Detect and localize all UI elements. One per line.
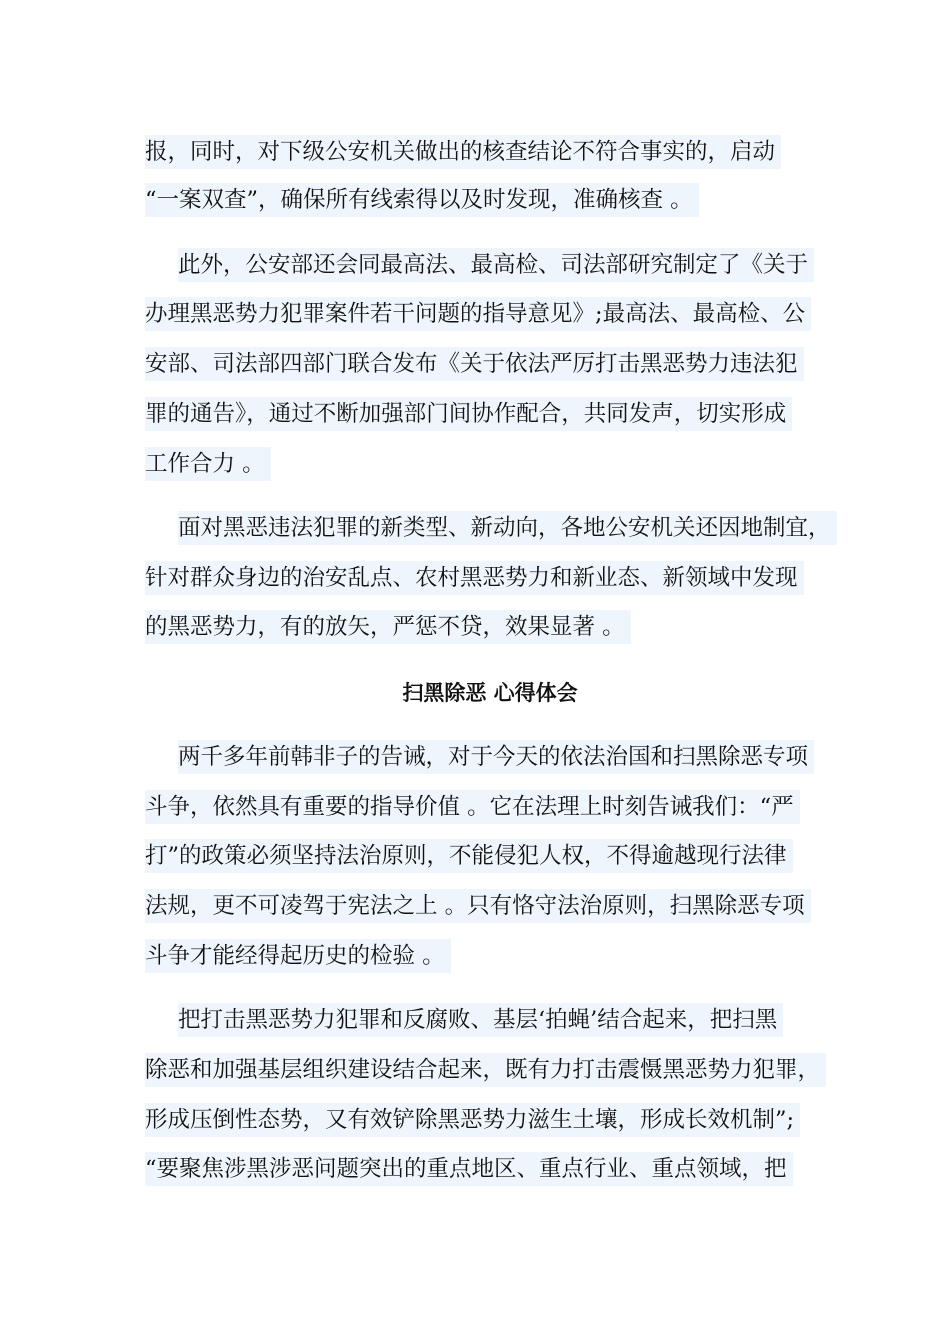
paragraph-4-line-1: 两千多年前韩非子的告诫，对于今天的依法治国和扫黑除恶专项 bbox=[178, 740, 814, 774]
paragraph-4-line-3: 打”的政策必须坚持法治原则，不能侵犯人权，不得逾越现行法律 bbox=[145, 839, 793, 873]
paragraph-3-line-1: 面对黑恶违法犯罪的新类型、新动向，各地公安机关还因地制宜， bbox=[178, 511, 837, 545]
paragraph-2-line-3: 安部、司法部四部门联合发布《关于依法严厉打击黑恶势力违法犯 bbox=[145, 347, 804, 381]
paragraph-1-line-1: 报，同时，对下级公安机关做出的核查结论不符合事实的，启动 bbox=[145, 135, 781, 169]
paragraph-2-line-5: 工作合力 。 bbox=[145, 447, 271, 481]
paragraph-4-line-4: 法规，更不可凌驾于宪法之上 。只有恪守法治原则，扫黑除恶专项 bbox=[145, 889, 811, 923]
paragraph-5-line-2: 除恶和加强基层组织建设结合起来，既有力打击震慑黑恶势力犯罪， bbox=[145, 1053, 826, 1087]
paragraph-5-line-3: 形成压倒性态势，又有效铲除黑恶势力滋生土壤，形成长效机制”; bbox=[145, 1103, 800, 1137]
paragraph-3-line-3: 的黑恶势力，有的放矢，严惩不贷，效果显著 。 bbox=[145, 610, 631, 644]
section-heading: 扫黑除恶 心得体会 bbox=[402, 681, 578, 705]
paragraph-5-line-1: 把打击黑恶势力犯罪和反腐败、基层‘拍蝇’结合起来，把扫黑 bbox=[178, 1003, 783, 1037]
paragraph-4-line-5: 斗争才能经得起历史的检验 。 bbox=[145, 939, 451, 973]
paragraph-4-line-2: 斗争，依然具有重要的指导价值 。它在法理上时刻告诫我们：“严 bbox=[145, 790, 800, 824]
paragraph-2-line-1: 此外，公安部还会同最高法、最高检、司法部研究制定了《关于 bbox=[178, 248, 814, 282]
paragraph-2-line-2: 办理黑恶势力犯罪案件若干问题的指导意见》;最高法、最高检、公 bbox=[145, 297, 811, 331]
paragraph-1-line-2: “一案双查”，确保所有线索得以及时发现，准确核查 。 bbox=[145, 183, 699, 217]
paragraph-3-line-2: 针对群众身边的治安乱点、农村黑恶势力和新业态、新领域中发现 bbox=[145, 561, 804, 595]
paragraph-2-line-4: 罪的通告》，通过不断加强部门间协作配合，共同发声，切实形成 bbox=[145, 397, 792, 431]
paragraph-5-line-4: “要聚焦涉黑涉恶问题突出的重点地区、重点行业、重点领域，把 bbox=[145, 1152, 793, 1186]
